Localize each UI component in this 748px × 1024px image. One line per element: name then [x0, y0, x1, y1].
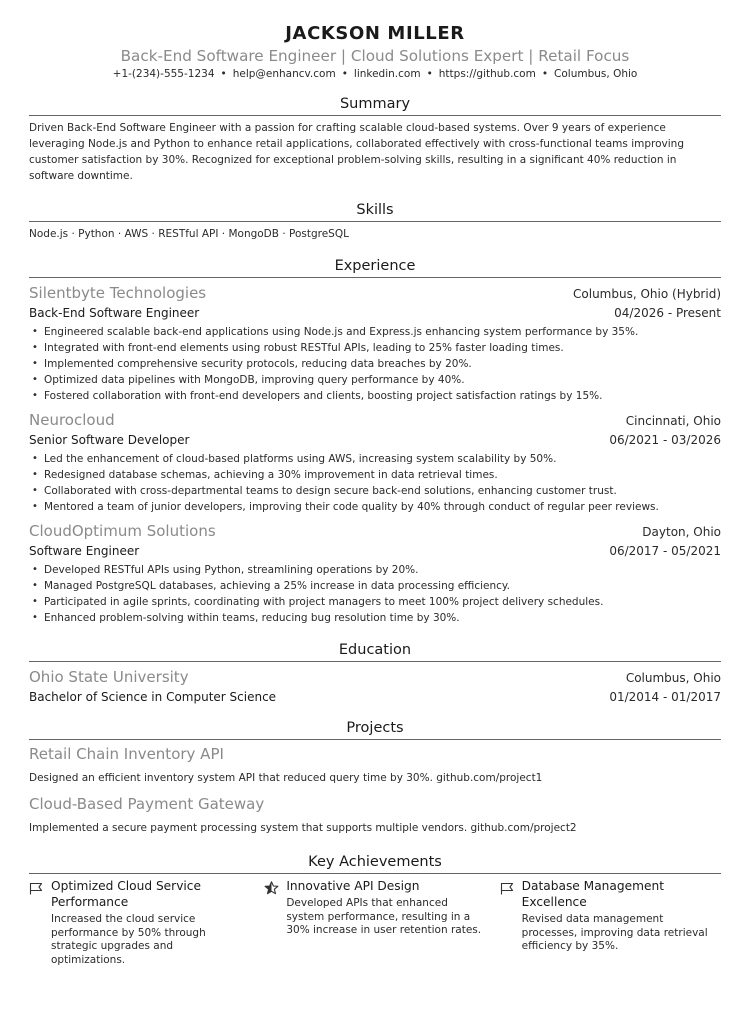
contact-line [29, 66, 721, 82]
education-location: Columbus, Ohio [625, 671, 721, 685]
achievements-grid [29, 878, 721, 967]
job-location: Cincinnati, Ohio [625, 414, 721, 428]
summary-text: Driven Back-End Software Engineer with a passion for crafting scalable cloud-based systems. Over 9 years of experience leveraging Node.js and Python to enhance retail applications, collaborated effectively with cross-functional teams improving customer satisfaction by 30%. Recognized for exceptional problem-solving skills, resulting in a significant 40% reduction in software downtime. [29, 122, 684, 182]
skills-section [29, 200, 721, 242]
bullet-item: • Fostered collaboration with front-end developers and clients, boosting project satisfaction ratings by 15%. [29, 388, 721, 404]
project-entry [29, 794, 721, 836]
achievement-title: Database Management Excellence [521, 879, 664, 909]
job-bullets [29, 562, 721, 626]
job-entry [29, 521, 721, 626]
bullet-item: • Implemented comprehensive security protocols, reducing data breaches by 20%. [29, 356, 721, 372]
education-degree: Bachelor of Science in Computer Science [29, 690, 277, 704]
bullet-item: • Optimized data pipelines with MongoDB, improving query performance by 40%. [29, 372, 721, 388]
flag-icon [500, 878, 522, 967]
resume-header [29, 22, 721, 82]
candidate-name: JACKSON MILLER [285, 23, 465, 44]
summary-section [29, 94, 721, 184]
projects-heading: Projects [29, 718, 721, 740]
bullet-item: • Managed PostgreSQL databases, achieving a 25% increase in data processing efficiency. [29, 578, 721, 594]
bullet-item: • Developed RESTful APIs using Python, streamlining operations by 20%. [29, 562, 721, 578]
achievements-section [29, 852, 721, 967]
bullet-item: • Mentored a team of junior developers, improving their code quality by 40% through conduct of regular peer reviews. [29, 499, 721, 515]
achievement-item [500, 878, 721, 967]
bullet-item: • Enhanced problem-solving within teams, reducing bug resolution time by 30%. [29, 610, 721, 626]
job-role: Senior Software Developer [29, 433, 190, 447]
education-section [29, 640, 721, 706]
achievement-desc: Revised data management processes, improving data retrieval efficiency by 35%. [521, 913, 708, 953]
education-entry [29, 667, 721, 706]
education-school: Ohio State University [29, 668, 189, 686]
job-company: Neurocloud [29, 411, 115, 429]
job-entry [29, 410, 721, 515]
bullet-item: • Collaborated with cross-departmental teams to design secure back-end solutions, enhancing customer trust. [29, 483, 721, 499]
project-name: Retail Chain Inventory API [29, 745, 224, 763]
job-location: Dayton, Ohio [642, 525, 721, 539]
project-desc: Implemented a secure payment processing system that supports multiple vendors. github.com/project2 [29, 822, 577, 834]
achievement-desc: Increased the cloud service performance by 50% through strategic upgrades and optimizations. [51, 913, 206, 966]
summary-heading: Summary [29, 94, 721, 116]
location-text: Columbus, Ohio [554, 68, 638, 80]
skills-heading: Skills [29, 200, 721, 222]
email-link[interactable]: help@enhancv.com [232, 68, 336, 80]
separator-dot: • [341, 68, 348, 80]
bullet-item: • Integrated with front-end elements using robust RESTful APIs, leading to 25% faster loading times. [29, 340, 721, 356]
job-dates: 04/2026 - Present [614, 306, 721, 320]
job-dates: 06/2017 - 05/2021 [609, 544, 721, 558]
flag-icon [29, 878, 51, 967]
education-heading: Education [29, 640, 721, 662]
project-name: Cloud-Based Payment Gateway [29, 795, 265, 813]
github-link[interactable]: https://github.com [438, 68, 536, 80]
job-company: CloudOptimum Solutions [29, 522, 216, 540]
job-dates: 06/2021 - 03/2026 [609, 433, 721, 447]
bullet-item: • Led the enhancement of cloud-based platforms using AWS, increasing system scalability by 50%. [29, 451, 721, 467]
resume-page [29, 22, 721, 967]
bullet-item: • Redesigned database schemas, achieving a 30% improvement in data retrieval times. [29, 467, 721, 483]
phone-text: +1-(234)-555-1234 [112, 68, 215, 80]
education-dates: 01/2014 - 01/2017 [609, 690, 721, 704]
achievement-item [264, 878, 499, 967]
job-entry [29, 283, 721, 404]
bullet-item: • Participated in agile sprints, coordinating with project managers to meet 100% project delivery schedules. [29, 594, 721, 610]
achievement-desc: Developed APIs that enhanced system performance, resulting in a 30% increase in user retention rates. [286, 897, 482, 937]
achievement-title: Optimized Cloud Service Performance [51, 879, 201, 909]
job-bullets [29, 324, 721, 404]
skills-text: Node.js · Python · AWS · RESTful API · MongoDB · PostgreSQL [29, 228, 349, 240]
achievements-heading: Key Achievements [29, 852, 721, 874]
achievement-title: Innovative API Design [286, 879, 420, 893]
job-role: Software Engineer [29, 544, 140, 558]
linkedin-link[interactable]: linkedin.com [353, 68, 421, 80]
project-entry [29, 744, 721, 786]
separator-dot: • [541, 68, 549, 80]
job-bullets [29, 451, 721, 515]
job-company: Silentbyte Technologies [29, 284, 207, 302]
separator-dot: • [426, 68, 433, 80]
achievement-item [29, 878, 264, 967]
star-icon [264, 878, 286, 967]
project-desc: Designed an efficient inventory system API that reduced query time by 30%. github.com/project1 [29, 772, 543, 784]
job-location: Columbus, Ohio (Hybrid) [573, 287, 721, 301]
projects-section [29, 718, 721, 836]
experience-section [29, 256, 721, 626]
job-role: Back-End Software Engineer [29, 306, 200, 320]
bullet-item: • Engineered scalable back-end applications using Node.js and Express.js enhancing system performance by 35%. [29, 324, 721, 340]
experience-heading: Experience [29, 256, 721, 278]
separator-dot: • [220, 68, 227, 80]
candidate-subtitle: Back-End Software Engineer | Cloud Solutions Expert | Retail Focus [120, 47, 630, 65]
